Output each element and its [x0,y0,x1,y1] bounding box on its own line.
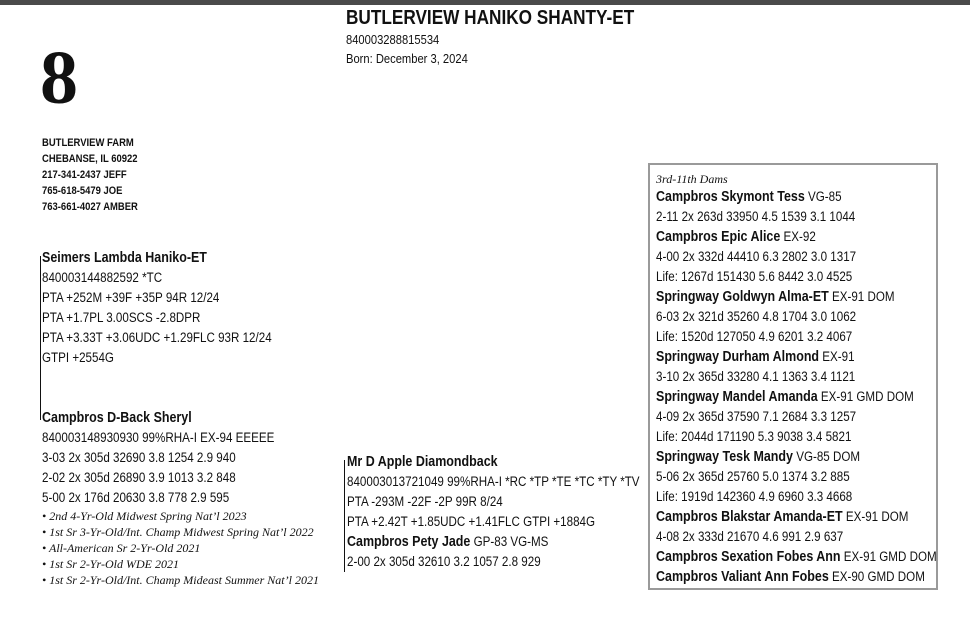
ancestral-dam-record: Life: 2044d 171190 5.3 9038 3.4 5821 [656,429,852,444]
dam-name: Campbros D-Back Sheryl [42,410,192,426]
dam-detail: 840003148930930 99%RHA-I EX-94 EEEEE [42,430,275,445]
ancestral-dam-name: Springway Durham Almond EX-91 [656,349,855,365]
ancestral-dam-record: Life: 1520d 127050 4.9 6201 3.2 4067 [656,329,853,344]
ancestral-dam-record: 3-10 2x 365d 33280 4.1 1363 3.4 1121 [656,369,856,384]
sire-name: Seimers Lambda Haniko-ET [42,250,207,266]
pedigree-bracket-line [40,256,41,420]
ancestral-dam-record: 4-00 2x 332d 44410 6.3 2802 3.0 1317 [656,249,857,264]
top-border-bar [0,0,970,5]
sire-detail: 840003144882592 *TC [42,270,163,285]
consignor-info [42,135,153,215]
ancestral-dam-name: Springway Mandel Amanda EX-91 GMD DOM [656,389,914,405]
sire-detail: PTA +1.7PL 3.00SCS -2.8DPR [42,310,201,325]
maternal-granddam-name: Campbros Pety Jade GP-83 VG-MS [347,534,549,550]
dam-award: • 1st Sr 2-Yr-Old/Int. Champ Mideast Summer Nat’l 2021 [42,573,319,587]
ancestral-dam-record: 4-08 2x 333d 21670 4.6 991 2.9 637 [656,529,844,544]
consignor-line: 765-618-5479 JOE [42,185,123,197]
consignor-line: BUTLERVIEW FARM [42,137,134,149]
consignor-line: 763-661-4027 AMBER [42,201,138,213]
animal-name: BUTLERVIEW HANIKO SHANTY-ET [346,7,635,29]
dam-award: • 1st Sr 3-Yr-Old/Int. Champ Midwest Spring Nat’l 2022 [42,525,314,539]
sire-detail: PTA +3.33T +3.06UDC +1.29FLC 93R 12/24 [42,330,272,345]
ancestral-dam-name: Springway Goldwyn Alma-ET EX-91 DOM [656,289,895,305]
sire-detail: PTA +252M +39F +35P 94R 12/24 [42,290,220,305]
dam-record: 2-02 2x 305d 26890 3.9 1013 3.2 848 [42,470,236,485]
maternal-grandsire-detail: PTA -293M -22F -2P 99R 8/24 [347,494,503,509]
ancestral-dams-box [648,163,938,590]
ancestral-dam-name: Campbros Blakstar Amanda-ET EX-91 DOM [656,509,909,525]
ancestral-dam-name: Campbros Valiant Ann Fobes EX-90 GMD DOM [656,569,925,585]
ancestral-dam-record: 5-06 2x 365d 25760 5.0 1374 3.2 885 [656,469,850,484]
lot-number: 8 [40,36,78,120]
maternal-grandsire-detail: 840003013721049 99%RHA-I *RC *TP *TE *TC *TY *TV [347,474,640,489]
consignor-line: 217-341-2437 JEFF [42,169,127,181]
ancestral-dams-list [656,171,970,587]
dam-award: • 1st Sr 2-Yr-Old WDE 2021 [42,557,179,571]
maternal-grandsire-block [347,452,687,572]
ancestral-dam-record: Life: 1919d 142360 4.9 6960 3.3 4668 [656,489,853,504]
dam-block [42,408,319,588]
animal-id: 840003288815534 [346,32,440,47]
maternal-grandsire-name: Mr D Apple Diamondback [347,454,498,470]
ancestral-dam-name: Campbros Epic Alice EX-92 [656,229,816,245]
dam-record: 5-00 2x 176d 20630 3.8 778 2.9 595 [42,490,230,505]
birth-date: Born: December 3, 2024 [346,51,468,66]
dam-record: 3-03 2x 305d 32690 3.8 1254 2.9 940 [42,450,236,465]
consignor-line: CHEBANSE, IL 60922 [42,153,138,165]
ancestral-dam-record: 6-03 2x 321d 35260 4.8 1704 3.0 1062 [656,309,857,324]
ancestral-dam-name: Campbros Skymont Tess VG-85 [656,189,842,205]
dam-award: • 2nd 4-Yr-Old Midwest Spring Nat’l 2023 [42,509,247,523]
ancestral-dams-heading: 3rd-11th Dams [656,172,728,186]
ancestral-dam-name: Springway Tesk Mandy VG-85 DOM [656,449,861,465]
dam-award: • All-American Sr 2-Yr-Old 2021 [42,541,201,555]
ancestral-dam-record: 2-11 2x 263d 33950 4.5 1539 3.1 1044 [656,209,856,224]
ancestral-dam-record: Life: 1267d 151430 5.6 8442 3.0 4525 [656,269,853,284]
pedigree-bracket-line [344,460,345,572]
maternal-grandsire-detail: PTA +2.42T +1.85UDC +1.41FLC GTPI +1884G [347,514,596,529]
sire-detail: GTPI +2554G [42,350,114,365]
ancestral-dam-record: 4-09 2x 365d 37590 7.1 2684 3.3 1257 [656,409,857,424]
maternal-granddam-record: 2-00 2x 305d 32610 3.2 1057 2.8 929 [347,554,541,569]
sire-block [42,248,309,368]
ancestral-dam-name: Campbros Sexation Fobes Ann EX-91 GMD DOM [656,549,937,565]
